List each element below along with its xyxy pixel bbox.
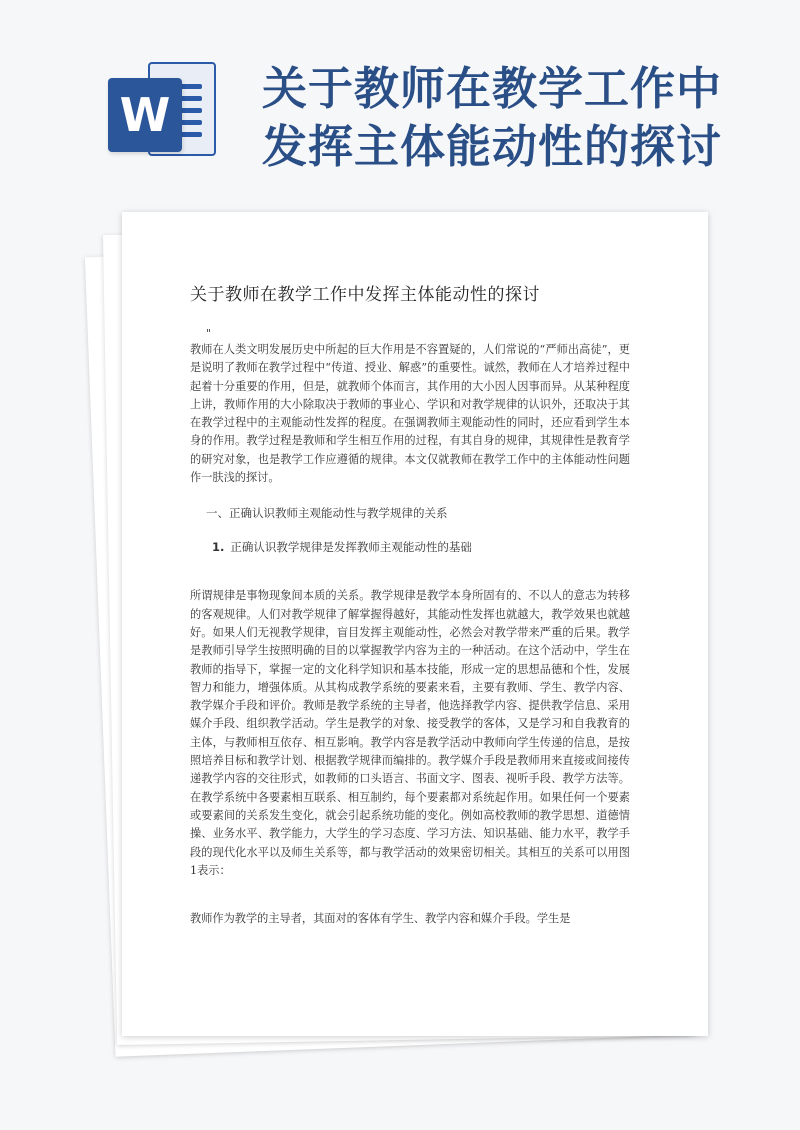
header-banner xyxy=(0,0,800,200)
body-paragraph: 所谓规律是事物现象间本质的关系。教学规律是教学本身所固有的、不以人的意志为转移的客观规律。人们对教学规律了解掌握得越好，其能动性发挥也就越大，教学效果也就越好。如果人们无视教学规律，盲目发挥主观能动性，必然会对教学带来严重的后果。教学是教师引导学生按照明确的目的以掌握教学内容为主的一种活动。在这个活动中，学生在教师的指导下，掌握一定的文化科学知识和基本技能，形成一定的思想品德和个性，发展智力和能力，增强体质。从其构成教学系统的要素来看，主要有教师、学生、教学内容、教学媒介手段和评价。教师是教学系统的主导者，他选择教学内容、提供教学信息、采用媒介手段、组织教学活动。学生是教学的对象、接受教学的客体，又是学习和自我教育的主体，与教师相互依存、相互影响。教学内容是教学活动中教师向学生传递的信息，是按照培养目标和教学计划、根据教学规律而编排的。教学媒介手段是教师用来直接或间接传递教学内容的交往形式，如教师的口头语言、书面文字、图表、视听手段、教学方法等。在教学系统中各要素相互联系、相互制约，每个要素都对系统起作用。如果任何一个要素或要素间的关系发生变化，就会引起系统功能的变化。例如高校教师的教学思想、道德情操、业务水平、教学能力，大学生的学习态度、学习方法、知识基础、能力水平，教学手段的现代化水平以及师生关系等，都与教学活动的效果密切相关。其相互的关系可以用图1表示： xyxy=(190,589,630,877)
document-title: 关于教师在教学工作中发挥主体能动性的探讨 xyxy=(190,285,540,305)
document-content xyxy=(190,280,630,928)
subsection-number: 1. xyxy=(212,540,225,555)
page-title-line2: 发挥主体能动性的探讨 xyxy=(262,120,723,173)
section-heading: 一、正确认识教师主观能动性与教学规律的关系 xyxy=(206,506,448,521)
page-title-line1: 关于教师在教学工作中 xyxy=(262,62,723,115)
body-paragraph: 教师作为教学的主导者，其面对的客体有学生、教学内容和媒介手段。学生是 xyxy=(190,912,571,926)
subsection-text: 正确认识教学规律是发挥教师主观能动性的基础 xyxy=(230,540,472,555)
subsection-heading xyxy=(212,539,630,555)
document-page xyxy=(122,212,708,1036)
intro-paragraph: 教师在人类文明发展历史中所起的巨大作用是不容置疑的，人们常说的“严师出高徒”，更是说明了教师在教学过程中“传道、授业、解惑”的重要性。诚然，教师在人才培养过程中起着十分重要的作用，但是，就教师个体而言，其作用的大小因人因事而异。从某种程度上讲，教师作用的大小除取决于教师的事业心、学识和对教学规律的认识外，还取决于其在教学过程中的主观能动性发挥的程度。在强调教师主观能动性的同时，还应看到学生本身的作用。教学过程是教师和学生相互作用的过程，有其自身的规律，其规律性是教育学的研究对象，也是教学工作应遵循的规律。本文仅就教师在教学工作中的主体能动性问题作一肤浅的探讨。 xyxy=(190,343,630,485)
word-icon: W xyxy=(108,78,182,152)
quote-mark: " xyxy=(206,327,212,340)
page-title xyxy=(262,60,782,176)
